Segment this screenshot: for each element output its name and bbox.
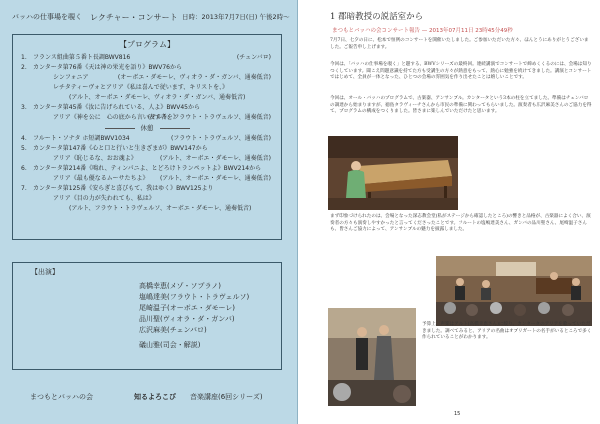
program-item-title: カンタータ第125番《安らぎと喜びもて、我はゆく》BWV125より (33, 185, 214, 192)
program-item-instrumentation: (アルト、フラウト・トラヴェルソ、通奏低音) (147, 114, 271, 121)
program-sheet (0, 0, 298, 424)
article-paragraph: 予算上、声楽はアルト(高橋幸恵さん)に絞り、カンタータのアリアを歌っていただきました。調べてみると、アリアの名曲はオブリガートの名手がいるところで多く作られていることがわかります。 (422, 322, 592, 341)
program-item-instrumentation: (アルト、オーボエ・ダモーレ、通奏低音) (159, 155, 271, 162)
event-datetime: 日時：2013年7月7日(日) 午後2時～ (182, 13, 290, 21)
footer-logo-text: 知るよろこび (134, 393, 176, 401)
program-item-title: アリア《最も優なるムーサたちよ》 (53, 175, 149, 182)
program-item (19, 93, 275, 103)
program-item (19, 184, 275, 194)
article-subtitle: まつもとバッハの会コンサート報告 — 2013年07月11日 23時45分49秒 (332, 28, 513, 34)
program-item-title: アリア《目の力が失われても、私は》 (53, 195, 155, 202)
performer-name: 広沢麻美(チェンバロ) (139, 326, 207, 334)
harpsichord-photo (328, 136, 458, 210)
ensemble-photo (436, 256, 592, 326)
singers-photo (328, 308, 416, 406)
program-heading: 【プログラム】 (119, 40, 175, 49)
program-list-first-half (19, 53, 275, 123)
article-title: 1 郡暗教授の説話室から (330, 12, 424, 22)
performer-name: 尾崎温子(オーボエ・ダモーレ) (139, 304, 236, 312)
program-item-number: 6. (21, 165, 27, 172)
program-item-number: 1. (21, 54, 27, 61)
program-item-number: 2. (21, 64, 27, 71)
program-item-number: 4. (21, 135, 27, 142)
footer-organizer: まつもとバッハの会 (30, 393, 93, 401)
article-paragraph: 7月7日、七夕の日に、松本で恒例のコンサートを開催いたしました。ご参加いただいた方々、ほんとうにありがとうございました。ご報告申し上げます。 (330, 38, 589, 50)
program-item-instrumentation: (フラウト・トラヴェルソ、通奏低音) (170, 135, 271, 142)
program-header (12, 8, 292, 28)
performer-name: 高橋幸恵(メゾ・ソプラノ) (139, 282, 222, 290)
performer-name: 品川聖(ヴィオラ・ダ・ガンバ) (139, 315, 235, 323)
program-item (19, 174, 275, 184)
footer-series: 音楽講座(6回シリーズ) (190, 393, 263, 401)
program-box (12, 34, 282, 240)
program-item (19, 113, 275, 123)
program-item (19, 53, 275, 63)
program-item (19, 103, 275, 113)
organizer-text: バッハの仕事場を覗く (12, 13, 82, 21)
series-title: レクチャー・コンサート (90, 13, 178, 22)
performers-list (21, 281, 273, 336)
newsletter-page (302, 0, 600, 424)
performers-box (12, 262, 282, 370)
performer-name: 塩嶋達美(フラウト・トラヴェルソ) (139, 293, 250, 301)
program-item-number: 7. (21, 185, 27, 192)
program-item-title: カンタータ第76番《天は神の栄光を語り》BWV76から (33, 64, 182, 71)
program-item (19, 194, 275, 204)
program-item (19, 73, 275, 83)
program-item (19, 204, 275, 214)
program-item-title: レチタティーヴォとアリア《私は喜んで従います、キリストを、》 (53, 84, 229, 91)
program-item-instrumentation: (アルト、オーボエ・ダモーレ、通奏低音) (159, 175, 271, 182)
program-item-title: カンタータ第214番《鳴れ、ティンパニよ、とどろけトランペットよ》BWV214から (33, 165, 262, 172)
program-item-title: フランス組曲第５番ト長調BWV816 (33, 54, 131, 61)
host-name: 礒山雅(司会・解説) (139, 341, 201, 349)
article-paragraph: 今回は、オール・バッハのプログラムで、古楽器、アンサンブル。カンタータという3本の柱を立てました。準備はチェンバロの調達から始まりますが、徳島タラヴィーチさんから市民の準備に関わってもらいました。演奏者も広沢麻美さんのご協力を得て、プログラムの構成をつくりました。皆さまに楽しんでいただけたと思います。 (330, 96, 592, 115)
program-item-title: (アルト、フラウト・トラヴェルソ、オーボエ・ダモーレ、通奏低音) (69, 205, 252, 212)
program-item-title: アリア《恥じるな、おお魂よ》 (53, 155, 137, 162)
program-item-title: カンタータ第45番《汝に告げられている、人よ》BWV45から (33, 104, 200, 111)
program-list-second-half (19, 134, 275, 214)
program-item-title: フルート・ソナタ ホ短調BWV1034 (33, 135, 130, 142)
program-footer (30, 392, 290, 406)
program-item (19, 134, 275, 144)
article-paragraph: 今回は、「バッハの仕事場を覗く」と題する、BWVシリーズの最終回。連続講演でコンサートで締めくくるのには、会場は知りつくしています。聞こえ問題意識を持てた方も受講生の方々が熱意をもって、熱心に勉強を続けてきました。講演とコンサートではじめて、全員が一体となった、ひとつの会場の雰囲気を作り出せたことは嬉しいことです。 (330, 62, 592, 81)
program-item-number: 3. (21, 104, 27, 111)
program-item-instrumentation: (オーボエ・ダモーレ、ヴィオラ・ダ・ガンバ、通奏低音) (117, 74, 271, 81)
program-item (19, 154, 275, 164)
program-item-instrumentation: (チェンバロ) (236, 54, 271, 61)
article-paragraph: まず印象づけられたのは、会場となった深志教会堂(私がステージから確認したところ)の響きと品格が、古楽器によく合い、演奏者の方々も演奏しやすかったと言ってくださったことです。フルートの塩嶋達美さん、ガンバの品川聖さん、尾崎温子さんも、皆さんご協力によって、アンサンブルの魅力を披露しました。 (330, 214, 591, 233)
program-item-title: シンフォニア (53, 74, 89, 81)
page-number: 15 (454, 411, 461, 417)
program-item (19, 63, 275, 73)
performers-heading: 【出演】 (31, 268, 59, 276)
program-item-title: (アルト、オーボエ・ダモーレ、ヴィオラ・ダ・ガンバ、通奏低音) (69, 94, 246, 101)
program-item-title: カンタータ第147番《心と口と行いと生きざまが》BWV147から (33, 145, 208, 152)
program-item (19, 144, 275, 154)
program-item-number: 5. (21, 145, 27, 152)
program-item (19, 164, 275, 174)
program-item-title: アリア《神を公に 心の底から言い表す者を》 (53, 114, 179, 121)
program-item (19, 83, 275, 93)
intermission-label: 休憩 (19, 123, 275, 134)
